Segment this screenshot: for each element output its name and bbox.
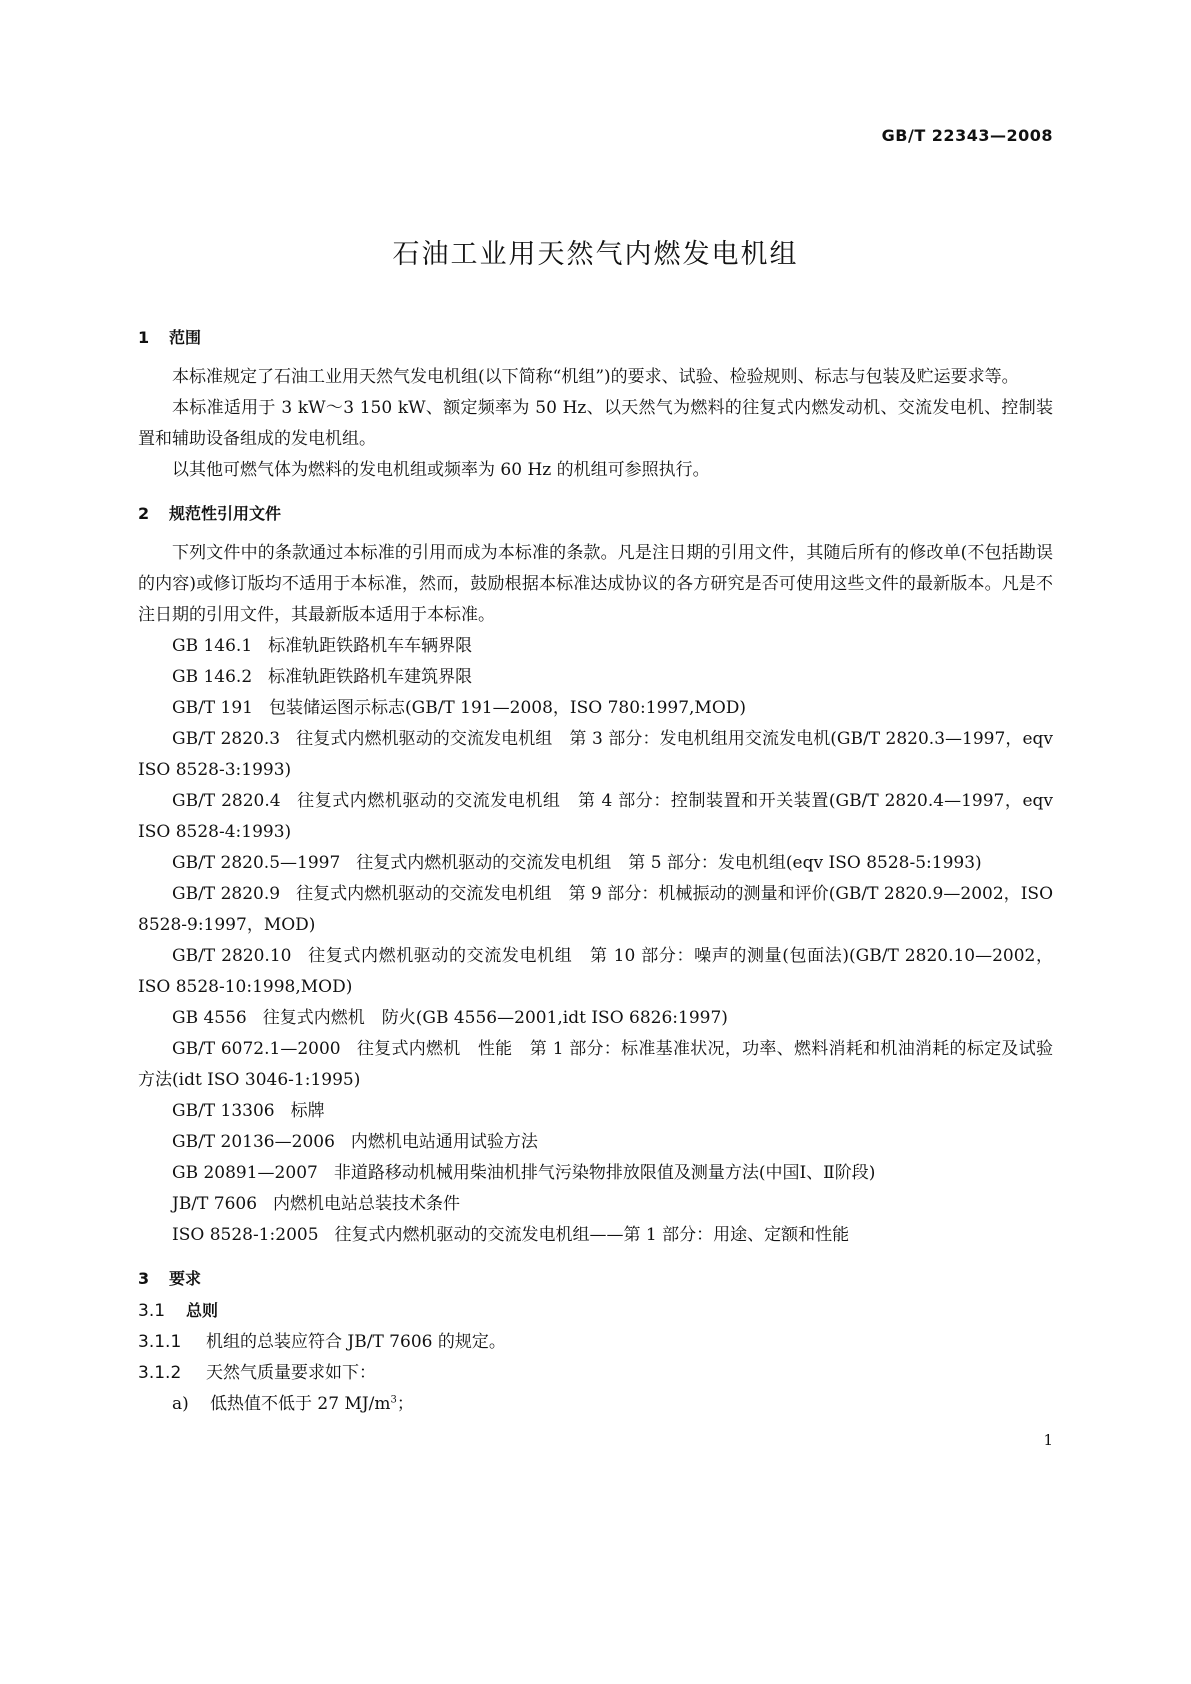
- reference-title: 包装储运图示标志(GB/T 191—2008，ISO 780:1997,MOD): [269, 698, 747, 718]
- section-title: 要求: [169, 1269, 202, 1288]
- clause-number: 3.1.1: [138, 1332, 182, 1352]
- reference-item: [138, 879, 1053, 941]
- reference-code: GB/T 2820.5—1997: [172, 853, 341, 873]
- list-text: 低热值不低于 27 MJ/m: [210, 1394, 391, 1414]
- paragraph: 以其他可燃气体为燃料的发电机组或频率为 60 Hz 的机组可参照执行。: [172, 460, 710, 480]
- reference-title: 内燃机电站总装技术条件: [273, 1194, 461, 1214]
- reference-title: 标牌: [290, 1101, 325, 1121]
- clause-number: 3.1.2: [138, 1363, 182, 1383]
- reference-item: [138, 1127, 1053, 1158]
- reference-item: [138, 1220, 1053, 1251]
- clause-text: 机组的总装应符合 JB/T 7606 的规定。: [206, 1332, 506, 1352]
- reference-item: [138, 1096, 1053, 1127]
- clause: [138, 1358, 1053, 1389]
- clause-title: 总则: [186, 1301, 219, 1320]
- clause-text: 天然气质量要求如下：: [206, 1363, 376, 1383]
- reference-code: GB/T 13306: [172, 1101, 275, 1121]
- superscript: 3: [390, 1394, 397, 1406]
- reference-title: 标准轨距铁路机车车辆界限: [268, 636, 473, 656]
- document-title: 石油工业用天然气内燃发电机组: [392, 239, 799, 270]
- section-title: 范围: [169, 328, 202, 347]
- page-number: 1: [1043, 1431, 1053, 1449]
- reference-item: [138, 662, 1053, 693]
- clause: [138, 1327, 1053, 1358]
- reference-code: GB/T 2820.10: [172, 946, 292, 966]
- reference-title: 往复式内燃机驱动的交流发电机组 第 9 部分：机械振动的测量和评价(GB/T 2820.9—2002，ISO 8528-9:1997，MOD): [138, 884, 1053, 935]
- clause-number: 3.1: [138, 1301, 166, 1321]
- reference-item: [138, 631, 1053, 662]
- reference-code: GB 146.2: [172, 667, 253, 687]
- reference-code: ISO 8528-1:2005: [172, 1225, 319, 1245]
- reference-code: GB/T 2820.3: [172, 729, 281, 749]
- list-text-tail: ；: [396, 1394, 414, 1414]
- section-3-heading: [138, 1263, 1053, 1295]
- section-number: 1: [138, 328, 150, 347]
- section-2-heading: [138, 498, 1053, 530]
- reference-code: JB/T 7606: [172, 1194, 258, 1214]
- reference-title: 非道路移动机械用柴油机排气污染物排放限值及测量方法(中国Ⅰ、Ⅱ阶段): [333, 1163, 876, 1183]
- paragraph: 本标准适用于 3 kW～3 150 kW、额定频率为 50 Hz、以天然气为燃料的往复式内燃发动机、交流发电机、控制装置和辅助设备组成的发电机组。: [138, 398, 1053, 449]
- paragraph: 本标准规定了石油工业用天然气发电机组(以下简称“机组”)的要求、试验、检验规则、标志与包装及贮运要求等。: [172, 367, 1019, 387]
- document-body: [138, 322, 1053, 1420]
- reference-code: GB/T 2820.9: [172, 884, 281, 904]
- reference-code: GB/T 6072.1—2000: [172, 1039, 341, 1059]
- reference-code: GB/T 2820.4: [172, 791, 281, 811]
- paragraph: 下列文件中的条款通过本标准的引用而成为本标准的条款。凡是注日期的引用文件，其随后所有的修改单(不包括勘误的内容)或修订版均不适用于本标准，然而，鼓励根据本标准达成协议的各方研究是否可使用这些文件的最新版本。凡是不注日期的引用文件，其最新版本适用于本标准。: [138, 543, 1053, 625]
- reference-title: 内燃机电站通用试验方法: [350, 1132, 538, 1152]
- reference-title: 往复式内燃机驱动的交流发电机组——第 1 部分：用途、定额和性能: [334, 1225, 850, 1245]
- clause-3-1-heading: [138, 1295, 1053, 1327]
- list-item: [138, 1389, 1053, 1420]
- reference-item: [138, 693, 1053, 724]
- reference-title: 往复式内燃机驱动的交流发电机组 第 4 部分：控制装置和开关装置(GB/T 2820.4—1997，eqv ISO 8528-4:1993): [138, 791, 1054, 842]
- reference-title: 往复式内燃机 性能 第 1 部分：标准基准状况，功率、燃料消耗和机油消耗的标定及试验方法(idt ISO 3046-1:1995): [138, 1039, 1053, 1090]
- section-title: 规范性引用文件: [169, 504, 282, 523]
- reference-code: GB 4556: [172, 1008, 247, 1028]
- reference-title: 往复式内燃机驱动的交流发电机组 第 10 部分：噪声的测量(包面法)(GB/T 2820.10—2002，ISO 8528-10:1998,MOD): [138, 946, 1053, 997]
- reference-item: [138, 1003, 1053, 1034]
- reference-item: [138, 941, 1053, 1003]
- reference-item: [138, 1034, 1053, 1096]
- reference-item: [138, 848, 1053, 879]
- section-number: 2: [138, 504, 150, 523]
- list-marker: a): [172, 1394, 189, 1414]
- section-number: 3: [138, 1269, 150, 1288]
- reference-title: 标准轨距铁路机车建筑界限: [268, 667, 473, 687]
- standard-code: GB/T 22343—2008: [881, 126, 1053, 145]
- reference-code: GB 146.1: [172, 636, 253, 656]
- reference-item: [138, 1158, 1053, 1189]
- reference-code: GB 20891—2007: [172, 1163, 318, 1183]
- section-1-heading: [138, 322, 1053, 354]
- reference-item: [138, 724, 1053, 786]
- reference-code: GB/T 191: [172, 698, 253, 718]
- reference-title: 往复式内燃机驱动的交流发电机组 第 5 部分：发电机组(eqv ISO 8528-5:1993): [356, 853, 982, 873]
- reference-item: [138, 1189, 1053, 1220]
- reference-item: [138, 786, 1053, 848]
- reference-title: 往复式内燃机驱动的交流发电机组 第 3 部分：发电机组用交流发电机(GB/T 2820.3—1997，eqv ISO 8528-3:1993): [138, 729, 1053, 780]
- reference-code: GB/T 20136—2006: [172, 1132, 335, 1152]
- reference-title: 往复式内燃机 防火(GB 4556—2001,idt ISO 6826:1997): [262, 1008, 728, 1028]
